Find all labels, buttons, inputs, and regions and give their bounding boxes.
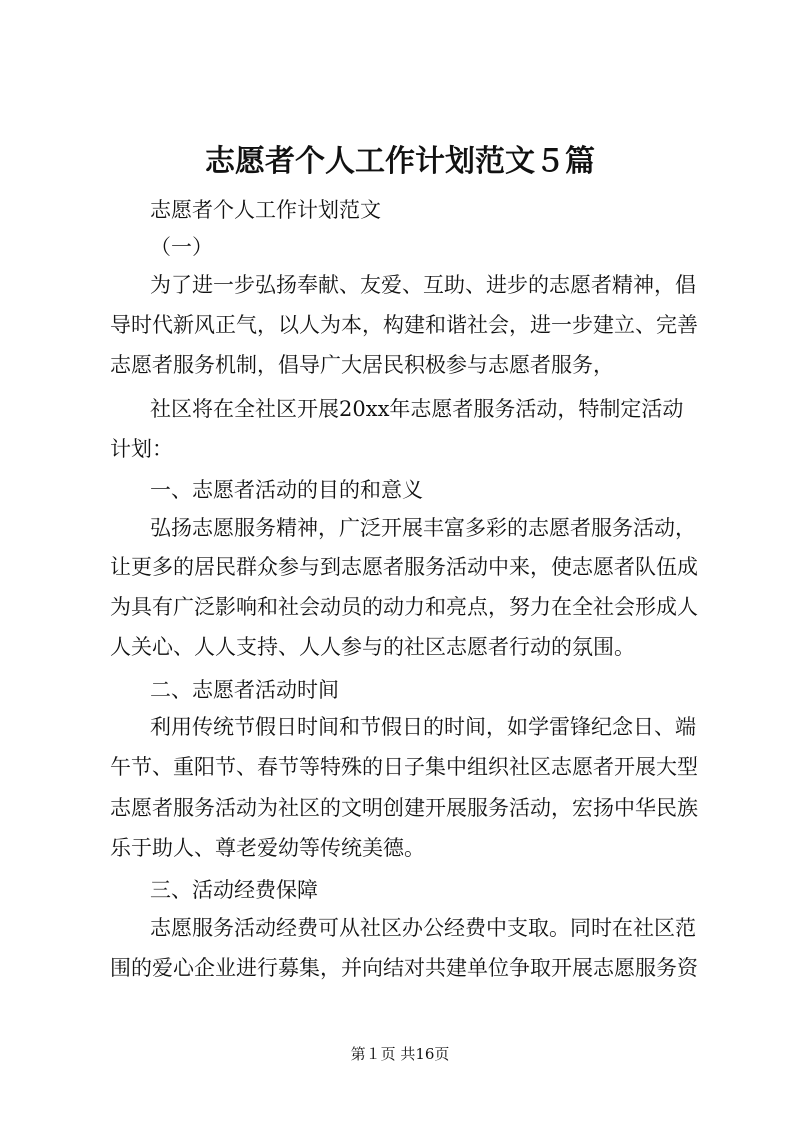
section-marker: （一） — [150, 235, 213, 259]
paragraph-line: 志愿服务活动经费可从社区办公经费中支取。同时在社区范 — [150, 916, 696, 940]
paragraph-line: 计划： — [110, 437, 173, 461]
paragraph-line: 让更多的居民群众参与到志愿者服务活动中来，使志愿者队伍成 — [110, 555, 698, 579]
paragraph-line: 志愿者服务机制，倡导广大居民积极参与志愿者服务， — [110, 353, 614, 377]
paragraph-line: 导时代新风正气，以人为本，构建和谐社会，进一步建立、完善 — [110, 313, 698, 337]
paragraph-line: 利用传统节假日时间和节假日的时间，如学雷锋纪念日、端 — [150, 715, 696, 739]
paragraph-line: 人关心、人人支持、人人参与的社区志愿者行动的氛围。 — [110, 635, 635, 659]
paragraph-line: 社区将在全社区开展20xx年志愿者服务活动，特制定活动 — [150, 397, 684, 421]
paragraph-line: 为具有广泛影响和社会动员的动力和亮点，努力在全社会形成人 — [110, 595, 698, 619]
paragraph-line: 围的爱心企业进行募集，并向结对共建单位争取开展志愿服务资 — [110, 956, 698, 980]
document-subtitle: 志愿者个人工作计划范文 — [150, 198, 381, 222]
paragraph-line: 午节、重阳节、春节等特殊的日子集中组织社区志愿者开展大型 — [110, 755, 698, 779]
paragraph-line: 志愿者服务活动为社区的文明创建开展服务活动，宏扬中华民族 — [110, 796, 698, 820]
paragraph-line: 乐于助人、尊老爱幼等传统美德。 — [110, 836, 425, 860]
page-footer: 第１页 共16页 — [350, 1045, 450, 1063]
document-title: 志愿者个人工作计划范文５篇 — [205, 144, 595, 179]
paragraph-line: 弘扬志愿服务精神，广泛开展丰富多彩的志愿者服务活动， — [150, 516, 696, 540]
section-heading-1: 一、志愿者活动的目的和意义 — [150, 478, 423, 502]
section-heading-3: 三、活动经费保障 — [150, 878, 318, 902]
paragraph-line: 为了进一步弘扬奉献、友爱、互助、进步的志愿者精神，倡 — [150, 273, 696, 297]
section-heading-2: 二、志愿者活动时间 — [150, 678, 339, 702]
